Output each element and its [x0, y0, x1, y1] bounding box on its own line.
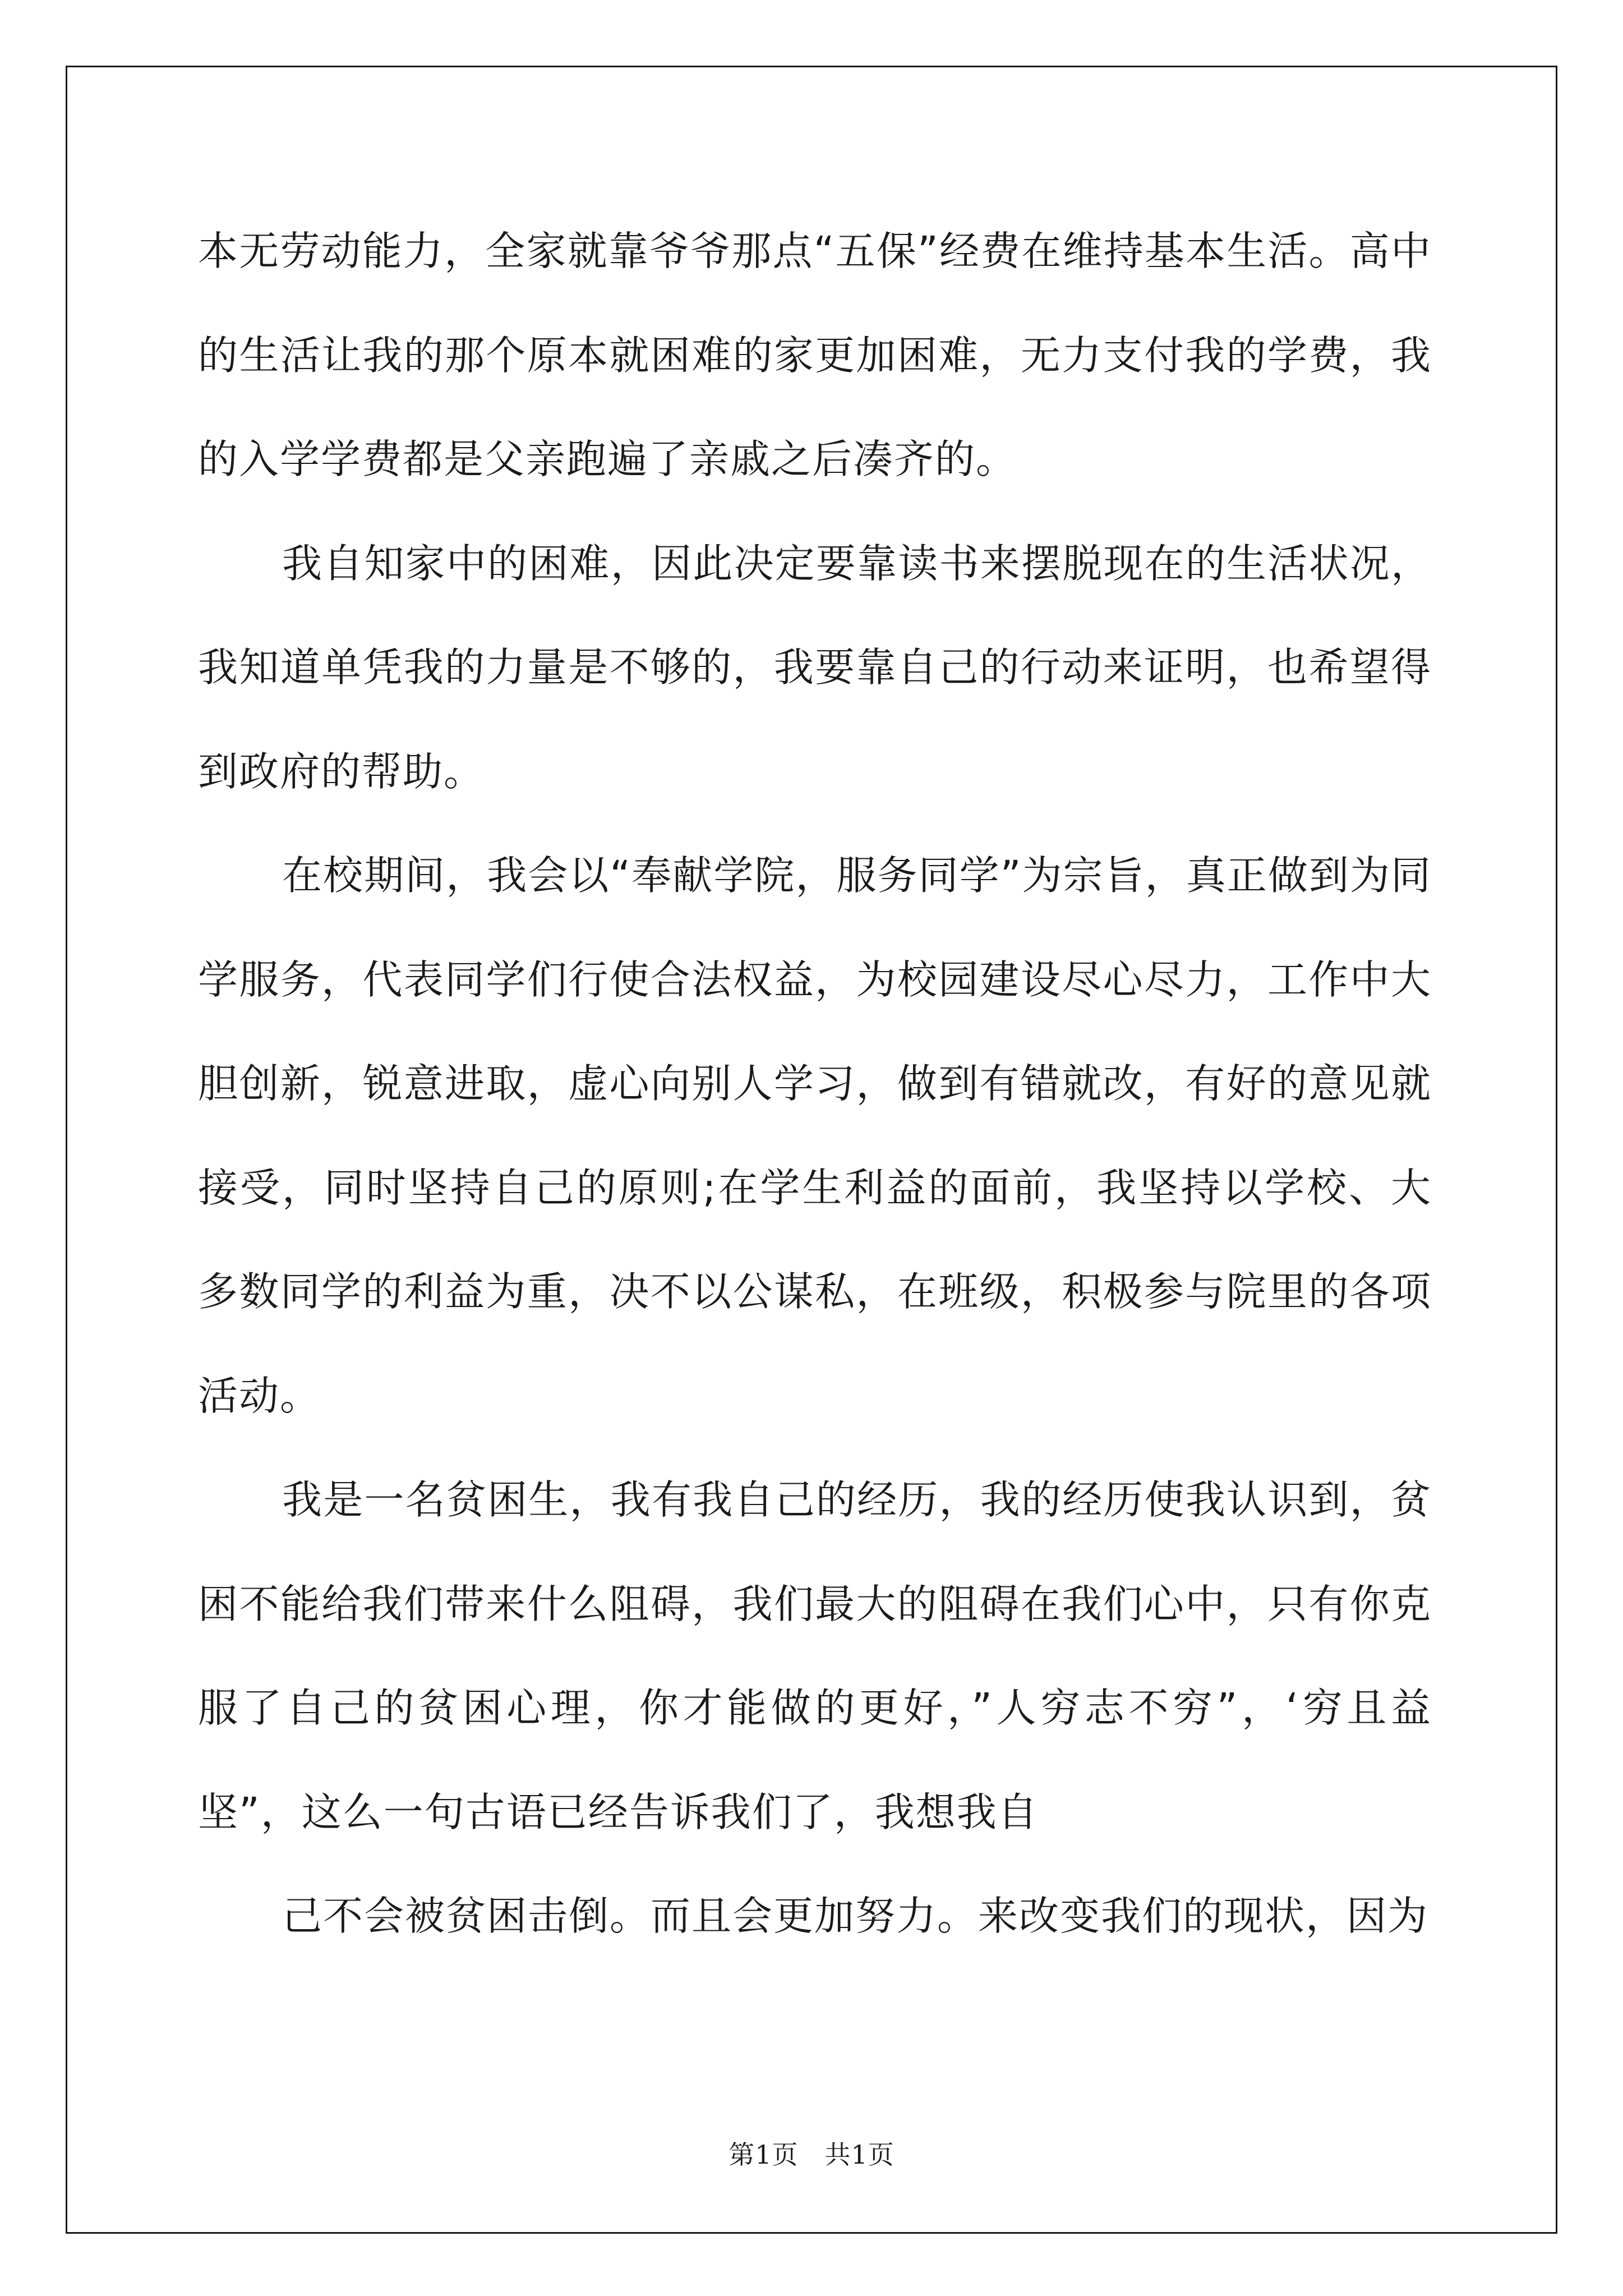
paragraph-2: 我自知家中的困难，因此决定要靠读书来摆脱现在的生活状况，我知道单凭我的力量是不够的，我要靠自己的行动来证明，也希望得到政府的帮助。 [198, 540, 1432, 795]
paragraph-5: 己不会被贫困击倒。而且会更加努力。来改变我们的现状，因为 [282, 1893, 1429, 1939]
paragraph-1: 本无劳动能力，全家就靠爷爷那点“五保”经费在维持基本生活。高中的生活让我的那个原本就困难的家更加困难，无力支付我的学费，我的入学学费都是父亲跑遍了亲戚之后凑齐的。 [198, 228, 1432, 482]
paragraph-4: 我是一名贫困生，我有我自己的经历，我的经历使我认识到，贫困不能给我们带来什么阻碍，我们最大的阻碍在我们心中，只有你克服了自己的贫困心理，你才能做的更好，”人穷志不穷”，‘穷且益坚”，这么一句古语已经告诉我们了，我想我自 [198, 1476, 1432, 1835]
page-footer: 第1页 共1页 [728, 2139, 895, 2170]
paragraph-3: 在校期间，我会以“奉献学院，服务同学”为宗旨，真正做到为同学服务，代表同学们行使合法权益，为校园建设尽心尽力，工作中大胆创新，锐意进取，虚心向别人学习，做到有错就改，有好的意见就接受，同时坚持自己的原则;在学生利益的面前，我坚持以学校、大多数同学的利益为重，决不以公谋私，在班级，积极参与院里的各项活动。 [198, 852, 1432, 1419]
document-body [198, 199, 1432, 1968]
